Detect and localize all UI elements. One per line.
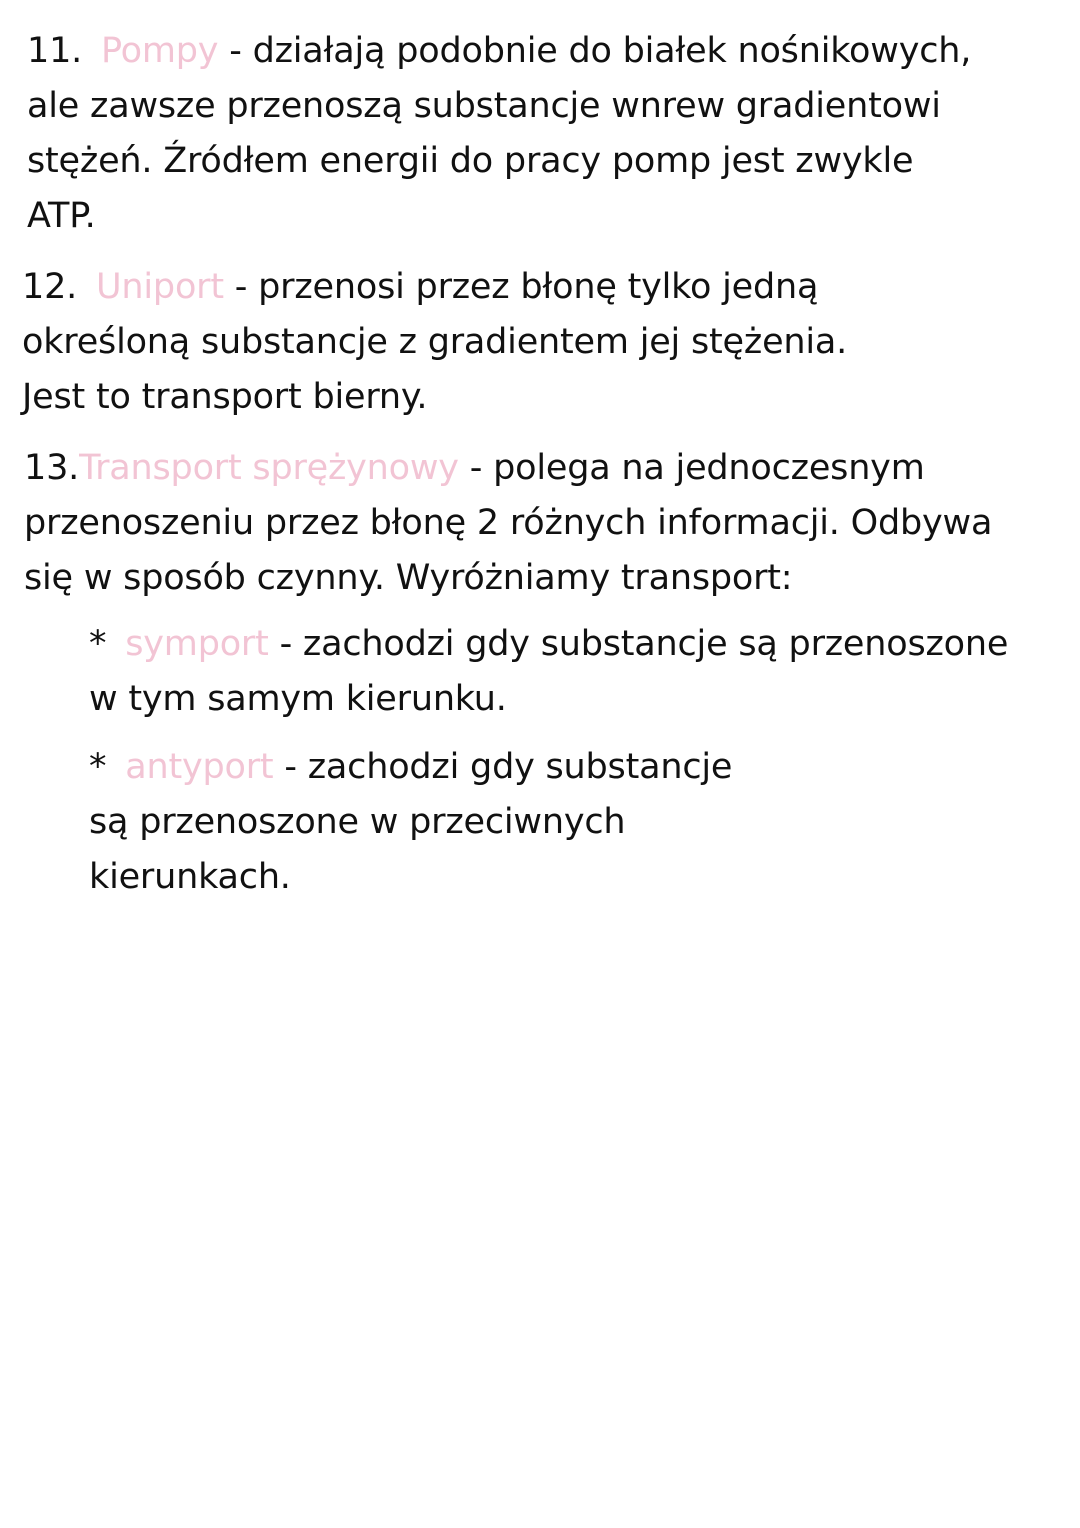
subitem-line: - zachodzi gdy substancje [273, 747, 733, 787]
subitem-line: w tym samym kierunku. [89, 679, 507, 719]
subitem-line: kierunkach. [89, 857, 291, 897]
item-number: 13. [24, 448, 80, 488]
term-symport: symport [125, 624, 269, 664]
term-transport-sprezynowy: Transport sprężynowy [79, 448, 459, 488]
paragraph-line: - polega na jednoczesnym [458, 448, 925, 488]
item-number: 12. [22, 267, 78, 307]
subitem-line: - zachodzi gdy substancje są przenoszone [268, 624, 1009, 664]
paragraph-line: określoną substancje z gradientem jej stężenia. [22, 322, 848, 362]
subitem-line: są przenoszone w przeciwnych [89, 802, 626, 842]
paragraph-line: przenoszeniu przez błonę 2 różnych informacji. Odbywa [24, 503, 993, 543]
paragraph-line: się w sposób czynny. Wyróżniamy transport: [24, 558, 793, 598]
bullet-asterisk: * [89, 624, 107, 664]
subitem-antyport [89, 740, 732, 905]
term-pompy: Pompy [101, 31, 219, 71]
paragraph-line: - działają podobnie do białek nośnikowych, [218, 31, 972, 71]
term-uniport: Uniport [96, 267, 224, 307]
subitem-symport [89, 617, 1008, 727]
paragraph-line: Jest to transport bierny. [22, 377, 428, 417]
paragraph-pompy [27, 24, 971, 244]
paragraph-line: - przenosi przez błonę tylko jedną [223, 267, 819, 307]
bullet-asterisk: * [89, 747, 107, 787]
paragraph-line: ale zawsze przenoszą substancje wnrew gradientowi [27, 86, 941, 126]
paragraph-line: stężeń. Źródłem energii do pracy pomp jest zwykle [27, 141, 914, 181]
term-antyport: antyport [125, 747, 274, 787]
paragraph-line: ATP. [27, 196, 96, 236]
item-number: 11. [27, 31, 83, 71]
paragraph-transport-sprezynowy [24, 441, 992, 606]
paragraph-uniport [22, 260, 847, 425]
